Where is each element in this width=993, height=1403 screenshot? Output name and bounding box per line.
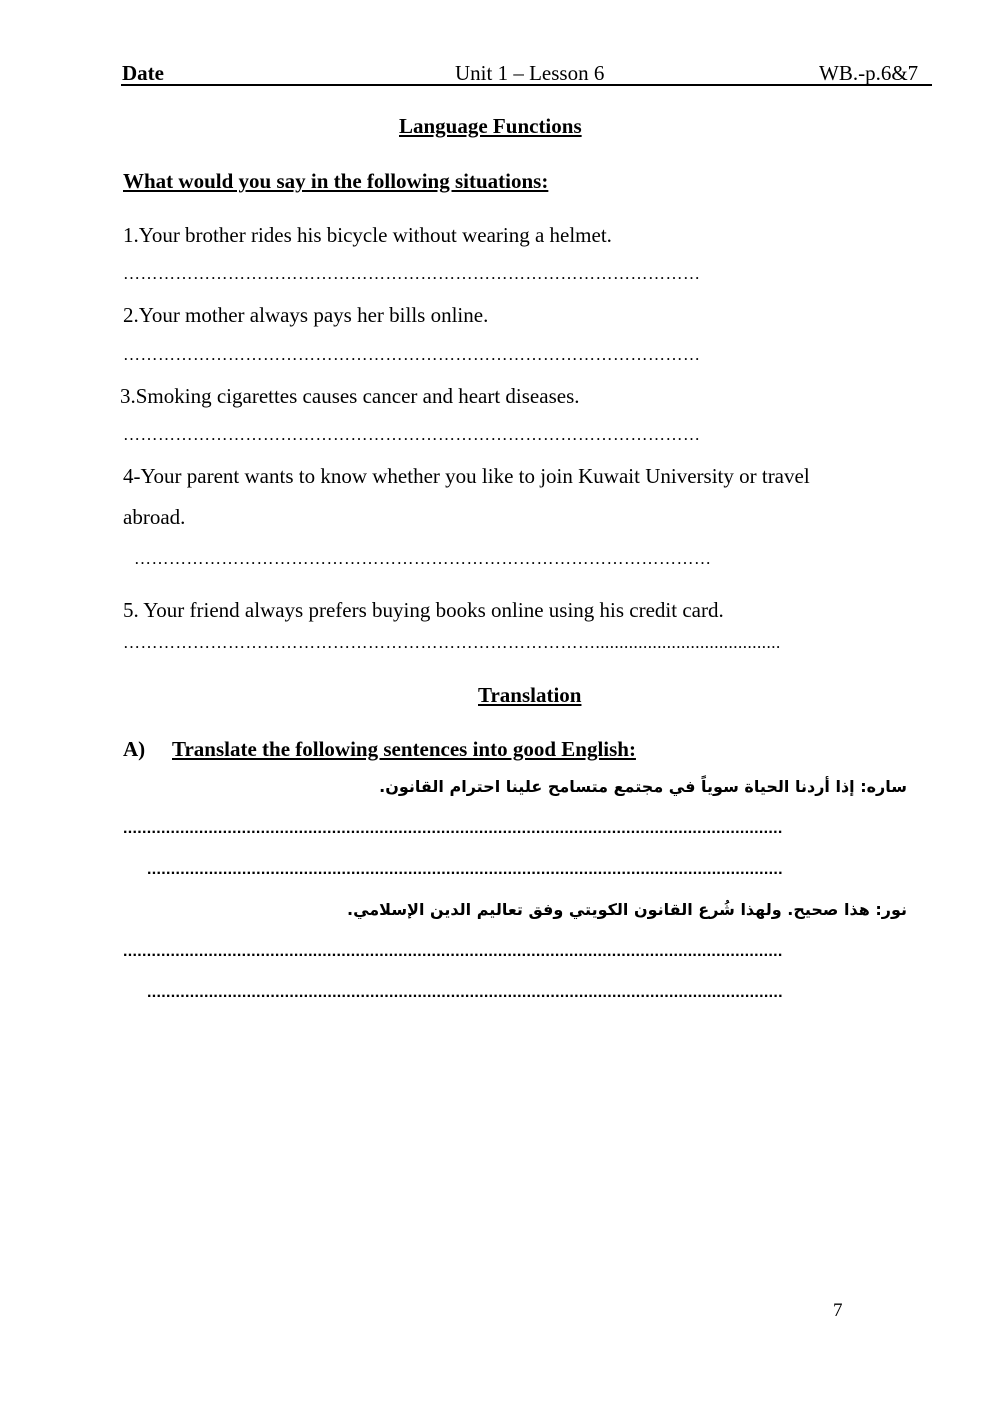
question-1: 1.Your brother rides his bicycle without wearing a helmet. — [123, 223, 612, 247]
translation-section-label: A) — [123, 737, 146, 761]
answer-line-5[interactable]: ………………………………………………………………………....................................... — [123, 633, 781, 652]
section-title-translation: Translation — [478, 683, 582, 707]
answer-line-3[interactable]: ……………………………………………………………………………………… — [123, 425, 701, 444]
question-4-continuation: abroad. — [123, 505, 186, 529]
answer-line-2[interactable]: ……………………………………………………………………………………… — [123, 345, 701, 364]
question-2: 2.Your mother always pays her bills online. — [123, 303, 489, 327]
question-3: 3.Smoking cigarettes causes cancer and heart diseases. — [120, 384, 580, 408]
question-5: 5. Your friend always prefers buying books online using his credit card. — [123, 598, 724, 622]
header-workbook-reference: WB.-p.6&7 — [819, 61, 919, 85]
page-number: 7 — [833, 1300, 843, 1321]
header-unit-lesson: Unit 1 – Lesson 6 — [455, 61, 605, 85]
translation-line-1a[interactable]: ........................................................................................................................................... — [123, 820, 783, 837]
question-4: 4-Your parent wants to know whether you like to join Kuwait University or travel — [123, 464, 810, 488]
translation-line-2a[interactable]: ........................................................................................................................................... — [123, 943, 783, 960]
translation-instruction: Translate the following sentences into good English: — [172, 737, 636, 761]
instruction-situations: What would you say in the following situations: — [123, 169, 549, 193]
header-underline — [121, 84, 932, 86]
translation-line-2b[interactable]: ...................................................................................................................................... — [147, 984, 783, 1001]
arabic-sentence-1: ساره: إذا أردنا الحياة سوياً في مجتمع متسامح علينا احترام القانون. — [379, 777, 907, 796]
header-date-label: Date — [122, 61, 164, 85]
answer-line-1[interactable]: ……………………………………………………………………………………… — [123, 264, 701, 283]
answer-line-4[interactable]: ……………………………………………………………………………………… — [134, 549, 712, 568]
translation-line-1b[interactable]: ...................................................................................................................................... — [147, 861, 783, 878]
section-title-language-functions: Language Functions — [399, 114, 582, 138]
arabic-sentence-2: نور: هذا صحيح. ولهذا شُرع القانون الكويتي وفق تعاليم الدين الإسلامي. — [347, 900, 907, 919]
